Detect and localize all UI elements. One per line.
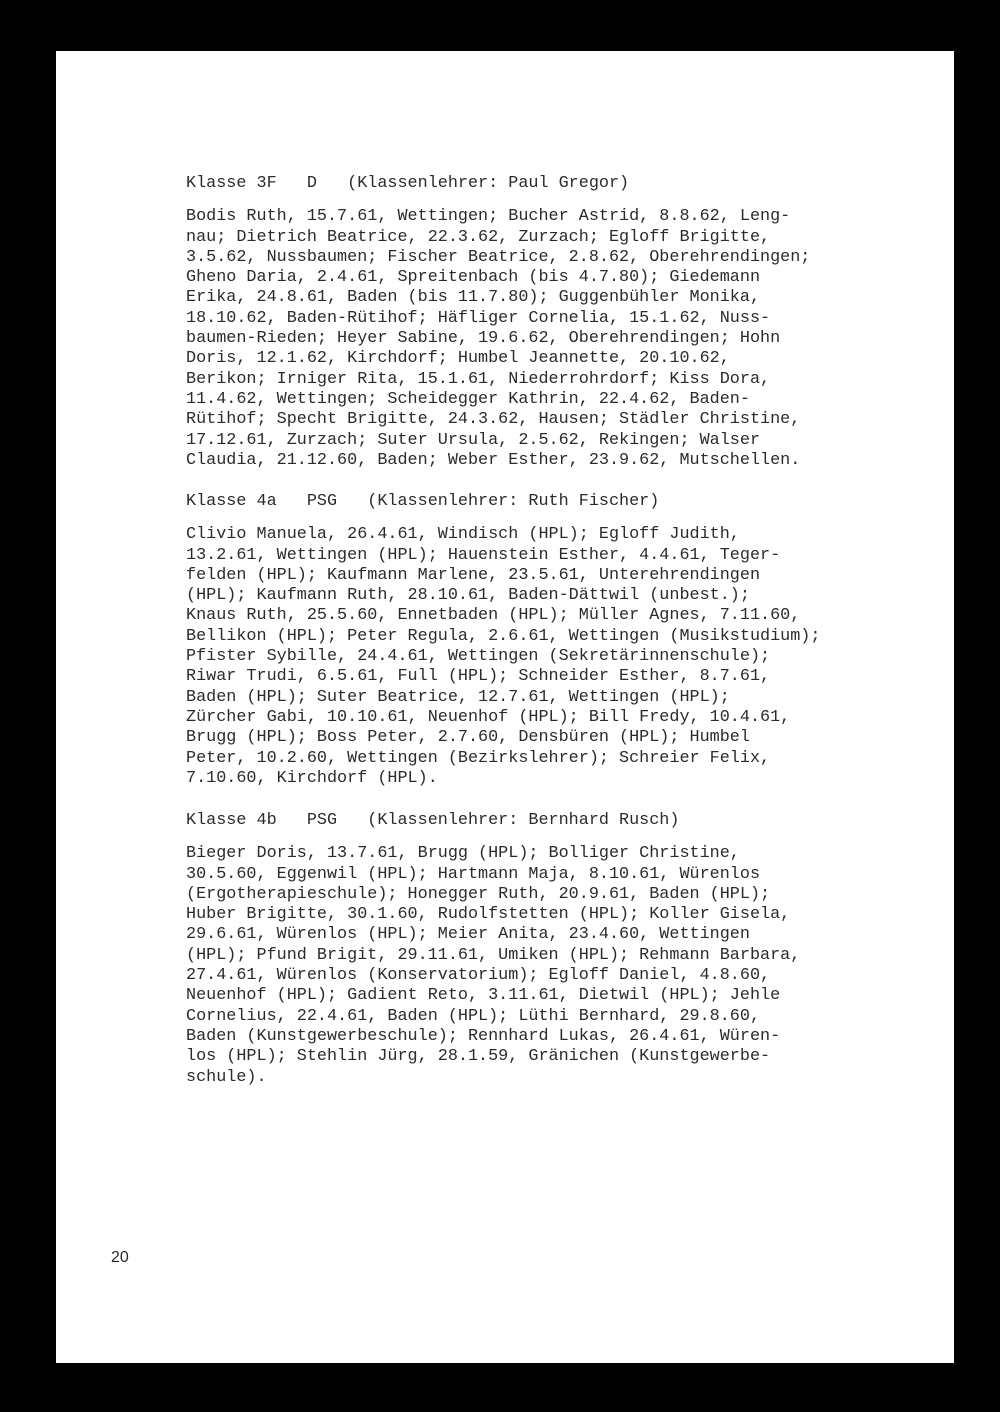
text-line: 3.5.62, Nussbaumen; Fischer Beatrice, 2.8.62, Oberehrendingen; [186, 247, 811, 267]
text-line: Huber Brigitte, 30.1.60, Rudolfstetten (HPL); Koller Gisela, [186, 905, 791, 925]
section-klasse-3f [186, 174, 926, 471]
text-line: Gheno Daria, 2.4.61, Spreitenbach (bis 4.7.80); Giedemann [186, 268, 761, 288]
text-line: Bodis Ruth, 15.7.61, Wettingen; Bucher Astrid, 8.8.62, Leng- [186, 207, 791, 227]
document-page [56, 51, 954, 1363]
text-line: Bieger Doris, 13.7.61, Brugg (HPL); Bolliger Christine, [186, 844, 740, 864]
text-line: Knaus Ruth, 25.5.60, Ennetbaden (HPL); Müller Agnes, 7.11.60, [186, 606, 801, 626]
text-line: Peter, 10.2.60, Wettingen (Bezirkslehrer); Schreier Felix, [186, 748, 771, 768]
text-line: Baden (Kunstgewerbeschule); Rennhard Lukas, 26.4.61, Würen- [186, 1026, 781, 1046]
text-line: (HPL); Pfund Brigit, 29.11.61, Umiken (HPL); Rehmann Barbara, [186, 945, 801, 965]
text-line: Rütihof; Specht Brigitte, 24.3.62, Hausen; Städler Christine, [186, 410, 801, 430]
text-line: Riwar Trudi, 6.5.61, Full (HPL); Schneider Esther, 8.7.61, [186, 667, 771, 687]
text-line: 13.2.61, Wettingen (HPL); Hauenstein Esther, 4.4.61, Teger- [186, 545, 781, 565]
section-heading: Klasse 4b PSG (Klassenlehrer: Bernhard Rusch) [186, 811, 680, 830]
text-line: Cornelius, 22.4.61, Baden (HPL); Lüthi Bernhard, 29.8.60, [186, 1006, 761, 1026]
text-line: 29.6.61, Würenlos (HPL); Meier Anita, 23.4.60, Wettingen [186, 925, 750, 945]
text-line: schule). [186, 1067, 267, 1087]
section-heading: Klasse 4a PSG (Klassenlehrer: Ruth Fischer) [186, 492, 660, 511]
text-line: 11.4.62, Wettingen; Scheidegger Kathrin, 22.4.62, Baden- [186, 389, 750, 409]
text-line: Brugg (HPL); Boss Peter, 2.7.60, Densbüren (HPL); Humbel [186, 728, 750, 748]
text-line: 18.10.62, Baden-Rütihof; Häfliger Cornelia, 15.1.62, Nuss- [186, 308, 771, 328]
text-line: 30.5.60, Eggenwil (HPL); Hartmann Maja, 8.10.61, Würenlos [186, 864, 761, 884]
text-line: Pfister Sybille, 24.4.61, Wettingen (Sekretärinnenschule); [186, 647, 771, 667]
text-line: 7.10.60, Kirchdorf (HPL). [186, 768, 438, 788]
text-line: Berikon; Irniger Rita, 15.1.61, Niederrohrdorf; Kiss Dora, [186, 369, 771, 389]
text-line: los (HPL); Stehlin Jürg, 28.1.59, Gränichen (Kunstgewerbe- [186, 1047, 771, 1067]
text-line: 27.4.61, Würenlos (Konservatorium); Egloff Daniel, 4.8.60, [186, 966, 771, 986]
text-line: Doris, 12.1.62, Kirchdorf; Humbel Jeannette, 20.10.62, [186, 349, 730, 369]
page-number: 20 [111, 1249, 129, 1266]
text-line: Neuenhof (HPL); Gadient Reto, 3.11.61, Dietwil (HPL); Jehle [186, 986, 781, 1006]
text-line: Zürcher Gabi, 10.10.61, Neuenhof (HPL); Bill Fredy, 10.4.61, [186, 707, 791, 727]
text-line: baumen-Rieden; Heyer Sabine, 19.6.62, Oberehrendingen; Hohn [186, 329, 781, 349]
section-heading: Klasse 3F D (Klassenlehrer: Paul Gregor) [186, 174, 630, 193]
text-line: 17.12.61, Zurzach; Suter Ursula, 2.5.62, Rekingen; Walser [186, 430, 761, 450]
text-line: Bellikon (HPL); Peter Regula, 2.6.61, Wettingen (Musikstudium); [186, 626, 821, 646]
text-line: Claudia, 21.12.60, Baden; Weber Esther, 23.9.62, Mutschellen. [186, 450, 801, 470]
text-line: Clivio Manuela, 26.4.61, Windisch (HPL); Egloff Judith, [186, 525, 740, 545]
text-line: Erika, 24.8.61, Baden (bis 11.7.80); Guggenbühler Monika, [186, 288, 761, 308]
text-line: nau; Dietrich Beatrice, 22.3.62, Zurzach; Egloff Brigitte, [186, 227, 771, 247]
text-line: (HPL); Kaufmann Ruth, 28.10.61, Baden-Dättwil (unbest.); [186, 586, 750, 606]
text-line: (Ergotherapieschule); Honegger Ruth, 20.9.61, Baden (HPL); [186, 884, 771, 904]
text-line: Baden (HPL); Suter Beatrice, 12.7.61, Wettingen (HPL); [186, 687, 730, 707]
section-klasse-4b [186, 811, 926, 1088]
section-klasse-4a [186, 492, 926, 789]
text-line: felden (HPL); Kaufmann Marlene, 23.5.61, Unterehrendingen [186, 565, 761, 585]
